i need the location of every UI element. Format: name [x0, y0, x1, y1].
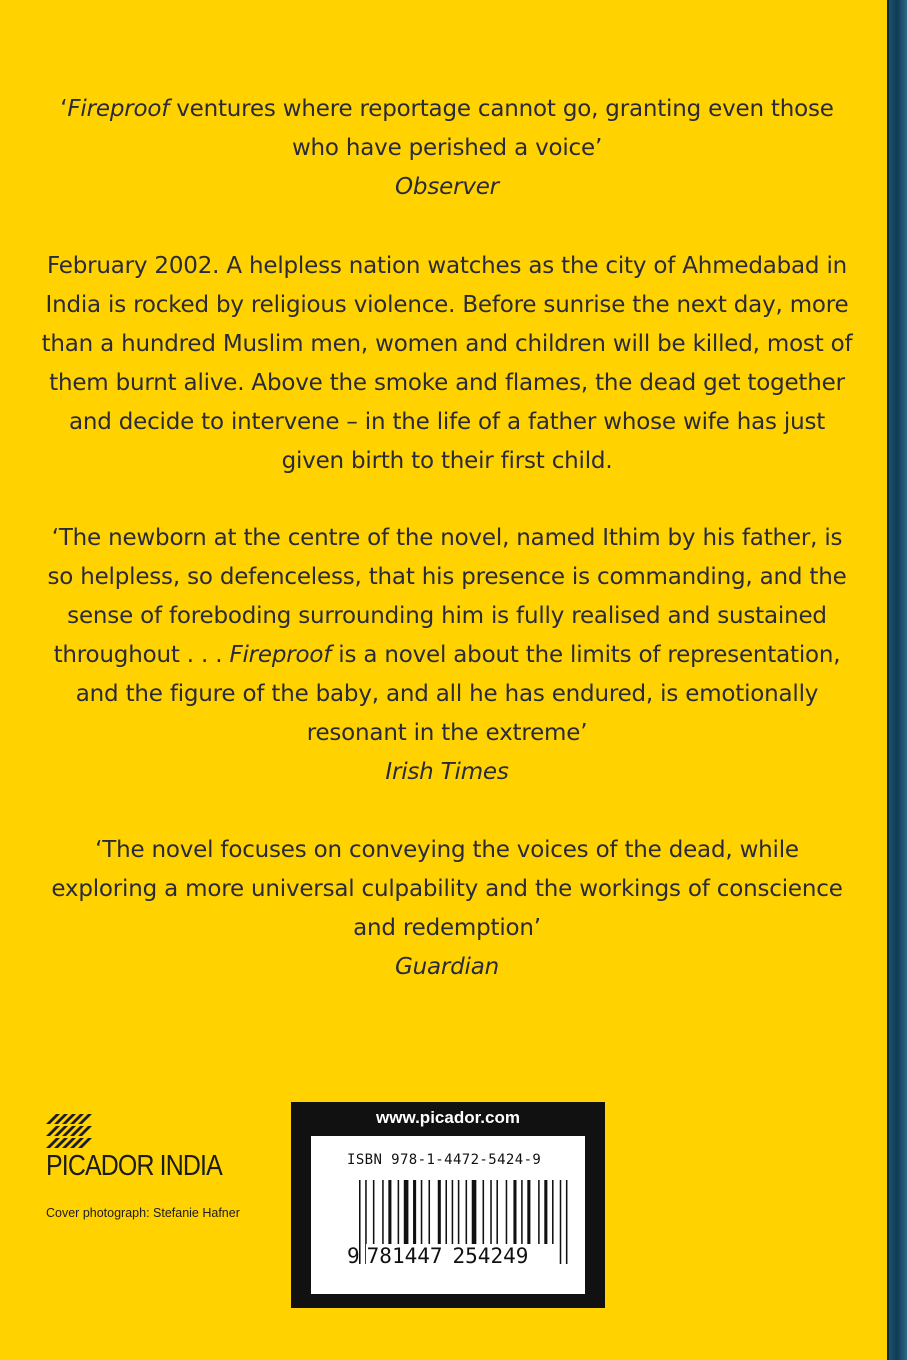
barcode-bar — [438, 1180, 441, 1244]
blurb-text: February 2002. A helpless nation watches as the city of Ahmedabad in India is rocked by religious violence. Before sunrise the next day, more than a hundred Muslim men, women and children will be killed, most of them burnt alive. Above the smoke and flames, the dead get together and decide to intervene – in the life of a father whose wife has just given birth to their first child. — [41, 253, 853, 474]
barcode-bar — [404, 1180, 409, 1244]
barcode-bar — [560, 1180, 562, 1264]
quote-irish-times — [40, 519, 854, 792]
quote-guardian — [40, 831, 854, 987]
quote-text: ‘The newborn at the centre of the novel, named Ithim by his father, is so helpless, so defenceless, that his presence is commanding, and the sense of foreboding surrounding him is fully realised and sustained throughout . . . Fireproof is a novel about the limits of representation, and the figure of the baby, and all he has endured, is emotionally resonant in the extreme’ — [47, 525, 847, 746]
barcode-bar — [483, 1180, 485, 1244]
quote-source: Observer — [395, 174, 499, 200]
isbn-text: ISBN 978-1-4472-5424-9 — [347, 1152, 542, 1168]
barcode-bar — [566, 1180, 568, 1264]
barcode-bar — [496, 1180, 498, 1244]
barcode-bar — [388, 1180, 391, 1244]
publisher-name: PICADOR INDIA — [46, 1150, 222, 1182]
barcode-bar — [521, 1180, 523, 1244]
barcode-panel — [291, 1102, 605, 1308]
blurb — [40, 247, 854, 481]
quote-source: Guardian — [394, 954, 499, 980]
barcode-bar — [544, 1180, 547, 1244]
quote-text: ‘The novel focuses on conveying the voices of the dead, while exploring a more universal culpability and the workings of conscience and redemption’ — [51, 837, 843, 941]
barcode-bar — [398, 1180, 400, 1244]
barcode-bar — [452, 1180, 454, 1244]
barcode-bar — [513, 1180, 516, 1244]
quote-text: ‘Fireproof ventures where reportage cannot go, granting even those who have perished a voice’ — [60, 96, 834, 161]
photo-credit: Cover photograph: Stefanie Hafner — [46, 1206, 240, 1220]
quote-observer — [40, 90, 854, 207]
publisher-url: www.picador.com — [376, 1108, 520, 1127]
barcode-bar — [445, 1180, 447, 1244]
barcode-label — [311, 1136, 585, 1294]
barcode-bar — [472, 1180, 477, 1244]
spine-edge — [887, 0, 907, 1360]
barcode-bar — [527, 1180, 530, 1244]
barcode-bar — [382, 1180, 384, 1244]
barcode-bar — [466, 1180, 468, 1244]
barcode-bar — [506, 1180, 508, 1244]
barcode-bar — [490, 1180, 492, 1244]
quote-source: Irish Times — [385, 759, 509, 785]
book-title: Fireproof — [229, 642, 332, 668]
barcode-bar — [458, 1180, 460, 1244]
barcode-bar — [538, 1180, 540, 1244]
book-title: Fireproof — [67, 96, 170, 122]
barcode-bar — [421, 1180, 423, 1244]
barcode-bar — [413, 1180, 416, 1244]
barcode-digits: 9 781447 254249 — [347, 1244, 529, 1268]
barcode-bar — [552, 1180, 554, 1244]
barcode-bar — [373, 1180, 375, 1244]
barcode-bar — [428, 1180, 430, 1244]
